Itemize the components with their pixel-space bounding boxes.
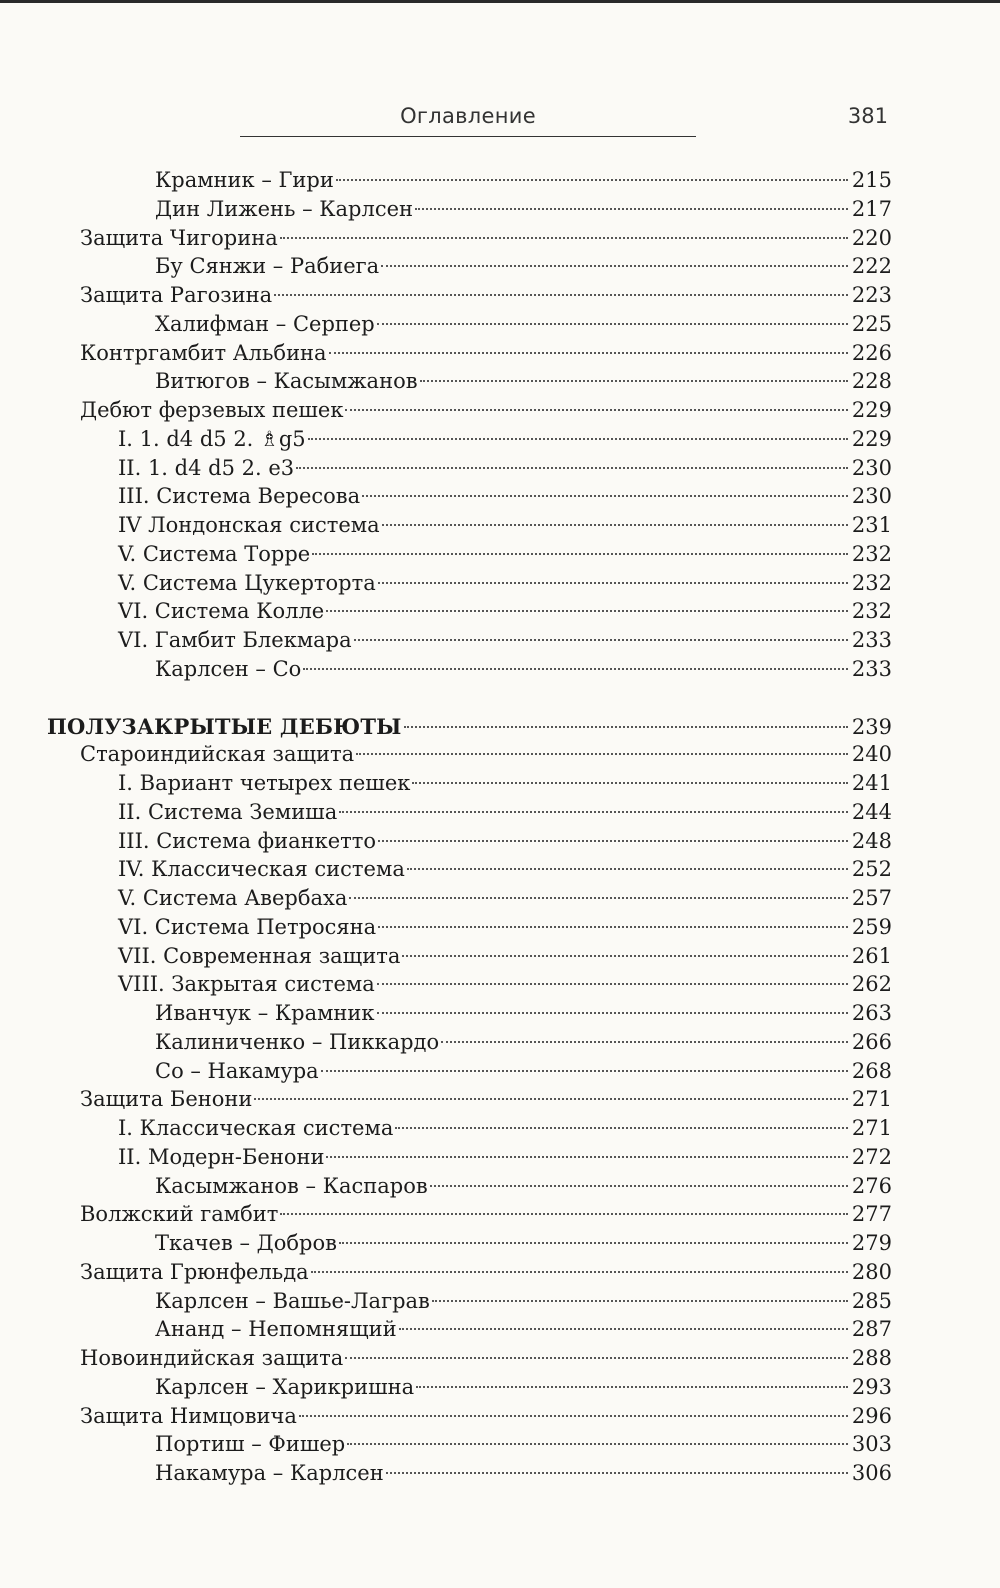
toc-entry (155, 1315, 892, 1344)
toc-entry (80, 1258, 892, 1287)
dot-leader (347, 1443, 848, 1445)
toc-entry-label: VII. Современная защита (118, 943, 401, 968)
dot-leader (407, 868, 848, 870)
toc-entry (118, 884, 892, 913)
toc-entry-label: Витюгов – Касымжанов (155, 369, 418, 394)
toc-entry-page: 223 (851, 283, 892, 307)
toc-entry-label: Защита Нимцовича (80, 1403, 297, 1428)
dot-leader (329, 352, 848, 354)
dot-leader (377, 1012, 848, 1014)
toc-entry (80, 396, 892, 425)
toc-entry (118, 769, 892, 798)
toc-entry-page: 228 (851, 369, 892, 394)
toc-entry (155, 1430, 892, 1459)
running-header (240, 104, 888, 138)
header-rule (240, 136, 696, 137)
toc-entry-page: 232 (851, 570, 892, 595)
dot-leader (356, 753, 848, 755)
toc-entry-page: 287 (851, 1317, 892, 1342)
toc-entry (118, 970, 892, 999)
toc-entry-page: 277 (851, 1202, 892, 1227)
toc-entry-label: VI. Система Колле (118, 599, 325, 624)
toc-entry-page: 215 (851, 168, 892, 192)
toc-entry-label: IV Лондонская система (118, 513, 380, 537)
toc-entry-label: Дебют ферзевых пешек (80, 398, 344, 422)
toc-entry (118, 798, 892, 827)
toc-entry-label: Халифман – Серпер (155, 311, 375, 336)
toc-entry (118, 482, 892, 511)
toc-entry-label: III. Система фианкетто (118, 828, 377, 853)
toc-entry (80, 1085, 892, 1114)
toc-entry-page: 240 (851, 742, 892, 767)
dot-leader (378, 926, 848, 928)
toc-entry-label: Касымжанов – Каспаров (155, 1173, 428, 1198)
toc-entry (155, 310, 892, 339)
toc-entry-page: 257 (851, 886, 892, 910)
toc-entry-page: 293 (851, 1374, 892, 1399)
dot-leader (377, 983, 848, 985)
toc-entry-label: V. Система Торре (118, 541, 311, 566)
toc-entry-label: III. Система Вересова (118, 484, 361, 509)
dot-leader (399, 1328, 848, 1330)
dot-leader (382, 524, 848, 526)
toc-entry-page: 303 (851, 1432, 892, 1457)
toc-entry-page: 233 (851, 656, 892, 681)
dot-leader (254, 1098, 848, 1100)
dot-leader (415, 208, 848, 210)
toc-entry (155, 1229, 892, 1258)
toc-entry (155, 1373, 892, 1402)
toc-entry-page: 226 (851, 340, 892, 365)
toc-entry (155, 252, 892, 281)
toc-entry (80, 1344, 892, 1373)
toc-entry-page: 268 (851, 1058, 892, 1083)
toc-entry (118, 511, 892, 540)
toc-entry-label: Контргамбит Альбина (80, 340, 327, 365)
toc-entry-page: 263 (851, 1001, 892, 1025)
toc-entry-page: 279 (851, 1231, 892, 1255)
toc-entry-page: 262 (851, 972, 892, 997)
dot-leader (339, 811, 848, 813)
toc-entry (80, 740, 892, 769)
toc-entry (118, 913, 892, 942)
toc-entry-label: II. Система Земиша (118, 799, 338, 824)
toc-entry-page: 230 (851, 484, 892, 509)
dot-leader (336, 179, 848, 181)
toc-entry-label: Со – Накамура (155, 1058, 319, 1083)
toc-entry (80, 281, 892, 310)
dot-leader (441, 1041, 848, 1043)
dot-leader (299, 1415, 848, 1417)
dot-leader (381, 265, 848, 267)
dot-leader (386, 1472, 848, 1474)
toc-entry (155, 1459, 892, 1488)
dot-leader (349, 897, 848, 899)
toc-entry-label: Бу Сянжи – Рабиега (155, 254, 380, 279)
toc-entry-page: 288 (851, 1346, 892, 1370)
toc-entry (118, 540, 892, 569)
toc-entry-page: 271 (851, 1116, 892, 1140)
toc-entry-label: Защита Чигорина (80, 225, 278, 250)
dot-leader (296, 467, 848, 469)
dot-leader (321, 1070, 848, 1072)
toc-entry (118, 1114, 892, 1143)
toc-entry-page: 230 (851, 455, 892, 480)
toc-entry-page: 306 (851, 1461, 892, 1485)
toc-entry-label: ПОЛУЗАКРЫТЫЕ ДЕБЮТЫ (47, 713, 402, 739)
toc-entry-page: 261 (851, 943, 892, 968)
toc-entry-page: 222 (851, 254, 892, 279)
dot-leader (404, 726, 848, 728)
toc-entry-page: 296 (851, 1403, 892, 1428)
page-number: 381 (847, 104, 888, 128)
toc-entry-label: VI. Гамбит Блекмара (118, 628, 352, 652)
toc-entry (155, 1287, 892, 1316)
toc-entry-label: Портиш – Фишер (155, 1432, 346, 1457)
dot-leader (274, 294, 848, 296)
dot-leader (378, 840, 848, 842)
toc-entry (80, 1200, 892, 1229)
toc-entry (155, 655, 892, 684)
toc-entry-label: II. 1. d4 d5 2. e3 (118, 455, 295, 480)
toc-entry-label: Ананд – Непомнящий (155, 1317, 397, 1342)
toc-entry (118, 855, 892, 884)
dot-leader (416, 1386, 848, 1388)
toc-entry-page: 244 (851, 799, 892, 824)
toc-entry-label: I. Вариант четырех пешек (118, 771, 411, 795)
toc-entry-label: V. Система Цукерторта (118, 570, 376, 595)
toc-entry (80, 339, 892, 368)
dot-leader (280, 237, 848, 239)
toc-entry (118, 1143, 892, 1172)
toc-entry-page: 259 (851, 914, 892, 939)
toc-entry-label: Карлсен – Вашье-Лаграв (155, 1288, 430, 1313)
toc-entry-label: Карлсен – Со (155, 656, 302, 681)
toc-entry-label: VIII. Закрытая система (118, 972, 375, 997)
toc-entry-page: 266 (851, 1029, 892, 1054)
toc-entry-page: 217 (851, 196, 892, 221)
toc-entry (155, 999, 892, 1028)
dot-leader (430, 1185, 848, 1187)
dot-leader (326, 610, 848, 612)
toc-entry (118, 569, 892, 598)
toc-entry-label: Карлсен – Харикришна (155, 1374, 415, 1399)
toc-entry (80, 1402, 892, 1431)
toc-entry-page: 248 (851, 828, 892, 853)
toc-entry-label: Иванчук – Крамник (155, 1001, 375, 1025)
toc-entry-page: 233 (851, 628, 892, 652)
toc-entry (155, 1028, 892, 1057)
toc-entry-label: V. Система Авербаха (118, 886, 348, 910)
page-top-edge (0, 0, 1000, 3)
dot-leader (395, 1127, 848, 1129)
dot-leader (326, 1156, 848, 1158)
dot-leader (402, 955, 848, 957)
dot-leader (377, 323, 848, 325)
toc-entry-page: 272 (851, 1144, 892, 1169)
toc-entry-label: Накамура – Карлсен (155, 1461, 384, 1485)
toc-entry (118, 827, 892, 856)
toc-entry-page: 232 (851, 541, 892, 566)
toc-entry (155, 195, 892, 224)
toc-entry-label: Защита Грюнфельда (80, 1259, 309, 1284)
dot-leader (378, 582, 848, 584)
toc-entry-label: I. 1. d4 d5 2. ♗g5 (118, 426, 306, 451)
toc-entry-page: 276 (851, 1173, 892, 1198)
toc-entry-label: IV. Классическая система (118, 857, 405, 882)
toc-entry (118, 626, 892, 655)
toc-entry-page: 241 (851, 771, 892, 795)
toc-entry-page: 231 (851, 513, 892, 537)
toc-entry-label: I. Классическая система (118, 1116, 394, 1140)
toc-entry-label: Защита Бенони (80, 1087, 253, 1112)
dot-leader (432, 1300, 848, 1302)
dot-leader (345, 1357, 848, 1359)
toc-entry-label: Крамник – Гири (155, 168, 334, 192)
dot-leader (345, 409, 848, 411)
dot-leader (312, 553, 848, 555)
toc-entry-page: 225 (851, 311, 892, 336)
toc-entry-page: 229 (851, 398, 892, 422)
toc-entry (118, 942, 892, 971)
toc-entry-page: 232 (851, 599, 892, 624)
toc-entry (118, 597, 892, 626)
toc-entry (155, 166, 892, 195)
toc-entry-page: 280 (851, 1259, 892, 1284)
toc-entry-label: Новоиндийская защита (80, 1346, 344, 1370)
toc-entry-label: II. Модерн-Бенони (118, 1144, 325, 1169)
toc-entry (118, 425, 892, 454)
toc-entry-label: Волжский гамбит (80, 1202, 279, 1227)
toc-entry-page: 271 (851, 1087, 892, 1112)
toc-entry (155, 367, 892, 396)
dot-leader (354, 639, 848, 641)
toc-entry-page: 239 (851, 714, 892, 739)
dot-leader (412, 782, 848, 784)
toc-entry (118, 454, 892, 483)
toc-entry (155, 1172, 892, 1201)
dot-leader (308, 438, 848, 440)
toc-entry-label: Защита Рагозина (80, 283, 273, 307)
toc-entry (80, 224, 892, 253)
toc-entry-label: Калиниченко – Пиккардо (155, 1029, 440, 1054)
toc-entry-page: 220 (851, 225, 892, 250)
toc-entry-label: Ткачев – Добров (155, 1231, 337, 1255)
running-header-title: Оглавление (400, 104, 536, 128)
toc-entry-page: 285 (851, 1288, 892, 1313)
toc-entry-label: VI. Система Петросяна (118, 914, 377, 939)
dot-leader (339, 1242, 848, 1244)
toc-entry (155, 1057, 892, 1086)
dot-leader (362, 495, 848, 497)
toc-entry-label: Староиндийская защита (80, 742, 355, 767)
toc-entry-label: Дин Лижень – Карлсен (155, 196, 414, 221)
toc-section-heading (47, 712, 892, 741)
toc-entry-page: 252 (851, 857, 892, 882)
dot-leader (280, 1213, 848, 1215)
toc-entry-page: 229 (851, 426, 892, 451)
dot-leader (420, 380, 848, 382)
dot-leader (303, 668, 848, 670)
dot-leader (311, 1271, 848, 1273)
